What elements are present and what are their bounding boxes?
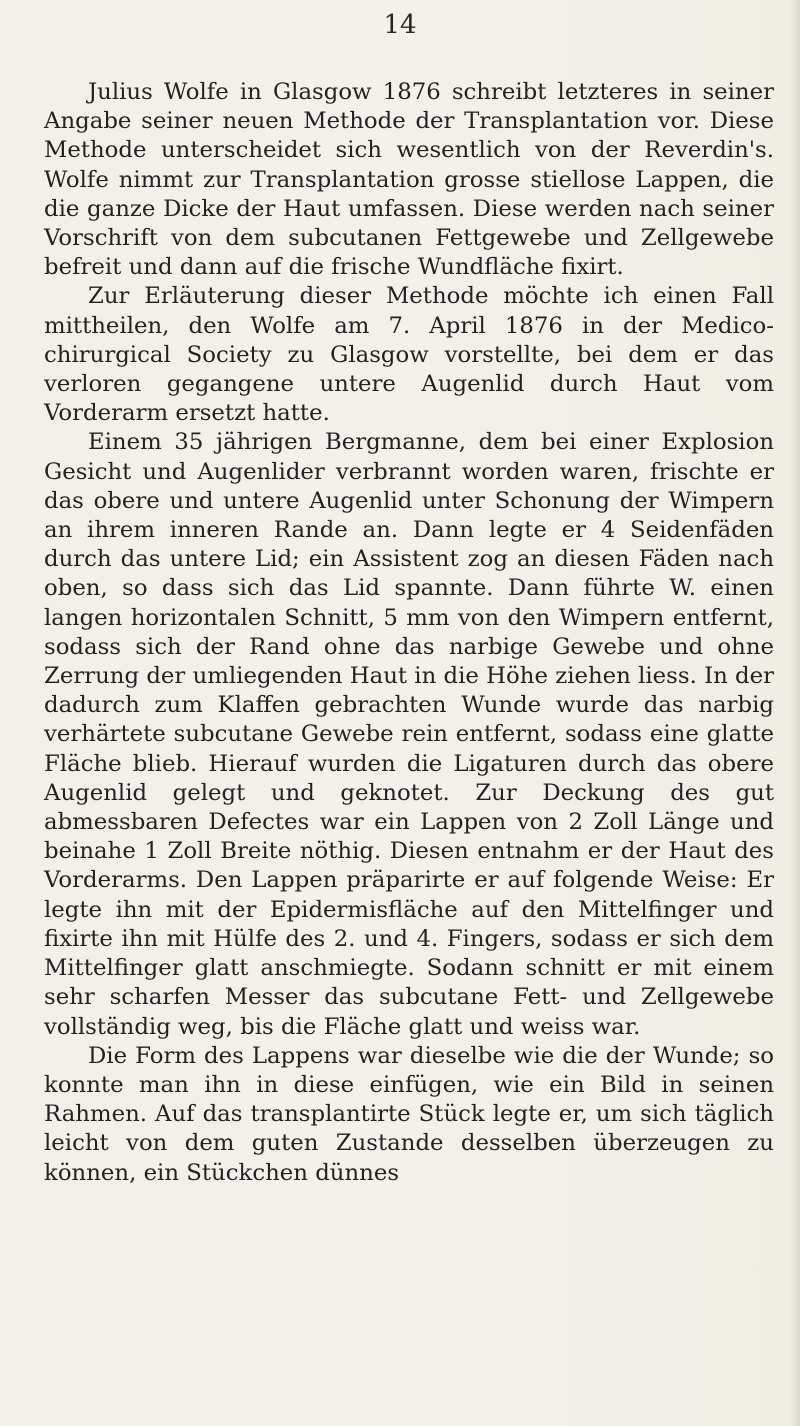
paragraph-4: Die Form des Lappens war dieselbe wie die der Wunde; so konnte man ihn in diese einfügen, wie ein Bild in seinen Rahmen. Auf das transplantirte Stück legte er, um sich täglich leicht von dem guten Zustande desselben überzeugen zu können, ein Stückchen dünnes <box>44 1042 774 1186</box>
paragraph-2: Zur Erläuterung dieser Methode möchte ich einen Fall mittheilen, den Wolfe am 7. April 1876 in der Medico-chirurgical Society zu Glasgow vorstellte, bei dem er das verloren gegangene untere Augenlid durch Haut vom Vorderarm ersetzt hatte. <box>44 283 774 427</box>
paragraph-3: Einem 35 jährigen Bergmanne, dem bei einer Explosion Gesicht und Augenlider verbrannt worden waren, frischte er das obere und untere Augenlid unter Schonung der Wimpern an ihrem inneren Rande an. Dann legte er 4 Seidenfäden durch das untere Lid; ein Assistent zog an diesen Fäden nach oben, so dass sich das Lid spannte. Dann führte W. einen langen horizontalen Schnitt, 5 mm von den Wimpern entfernt, sodass sich der Rand ohne das narbige Gewebe und ohne Zerrung der umliegenden Haut in die Höhe ziehen liess. In der dadurch zum Klaffen gebrachten Wunde wurde das narbig verhärtete subcutane Gewebe rein entfernt, sodass eine glatte Fläche blieb. Hierauf wurden die Ligaturen durch das obere Augenlid gelegt und geknotet. Zur Deckung des gut abmessbaren Defectes war ein Lappen von 2 Zoll Länge und beinahe 1 Zoll Breite nöthig. Diesen entnahm er der Haut des Vorderarms. Den Lappen präparirte er auf folgende Weise: Er legte ihn mit der Epidermisfläche auf den Mittelfinger und fixirte ihn mit Hülfe des 2. und 4. Fingers, sodass er sich dem Mittelfinger glatt anschmiegte. Sodann schnitt er mit einem sehr scharfen Messer das subcutane Fett- und Zellgewebe vollständig weg, bis die Fläche glatt und weiss war. <box>44 429 774 1040</box>
page-number: 14 <box>383 10 417 40</box>
page-edge-shadow <box>790 0 800 1426</box>
paragraph-1: Julius Wolfe in Glasgow 1876 schreibt letzteres in seiner Angabe seiner neuen Methode der Transplantation vor. Diese Methode unterscheidet sich wesentlich von der Reverdin's. Wolfe nimmt zur Transplantation grosse stiellose Lappen, die die ganze Dicke der Haut umfassen. Diese werden nach seiner Vorschrift von dem subcutanen Fettgewebe und Zellgewebe befreit und dann auf die frische Wundfläche fixirt. <box>44 79 774 281</box>
body-text <box>44 78 774 1188</box>
